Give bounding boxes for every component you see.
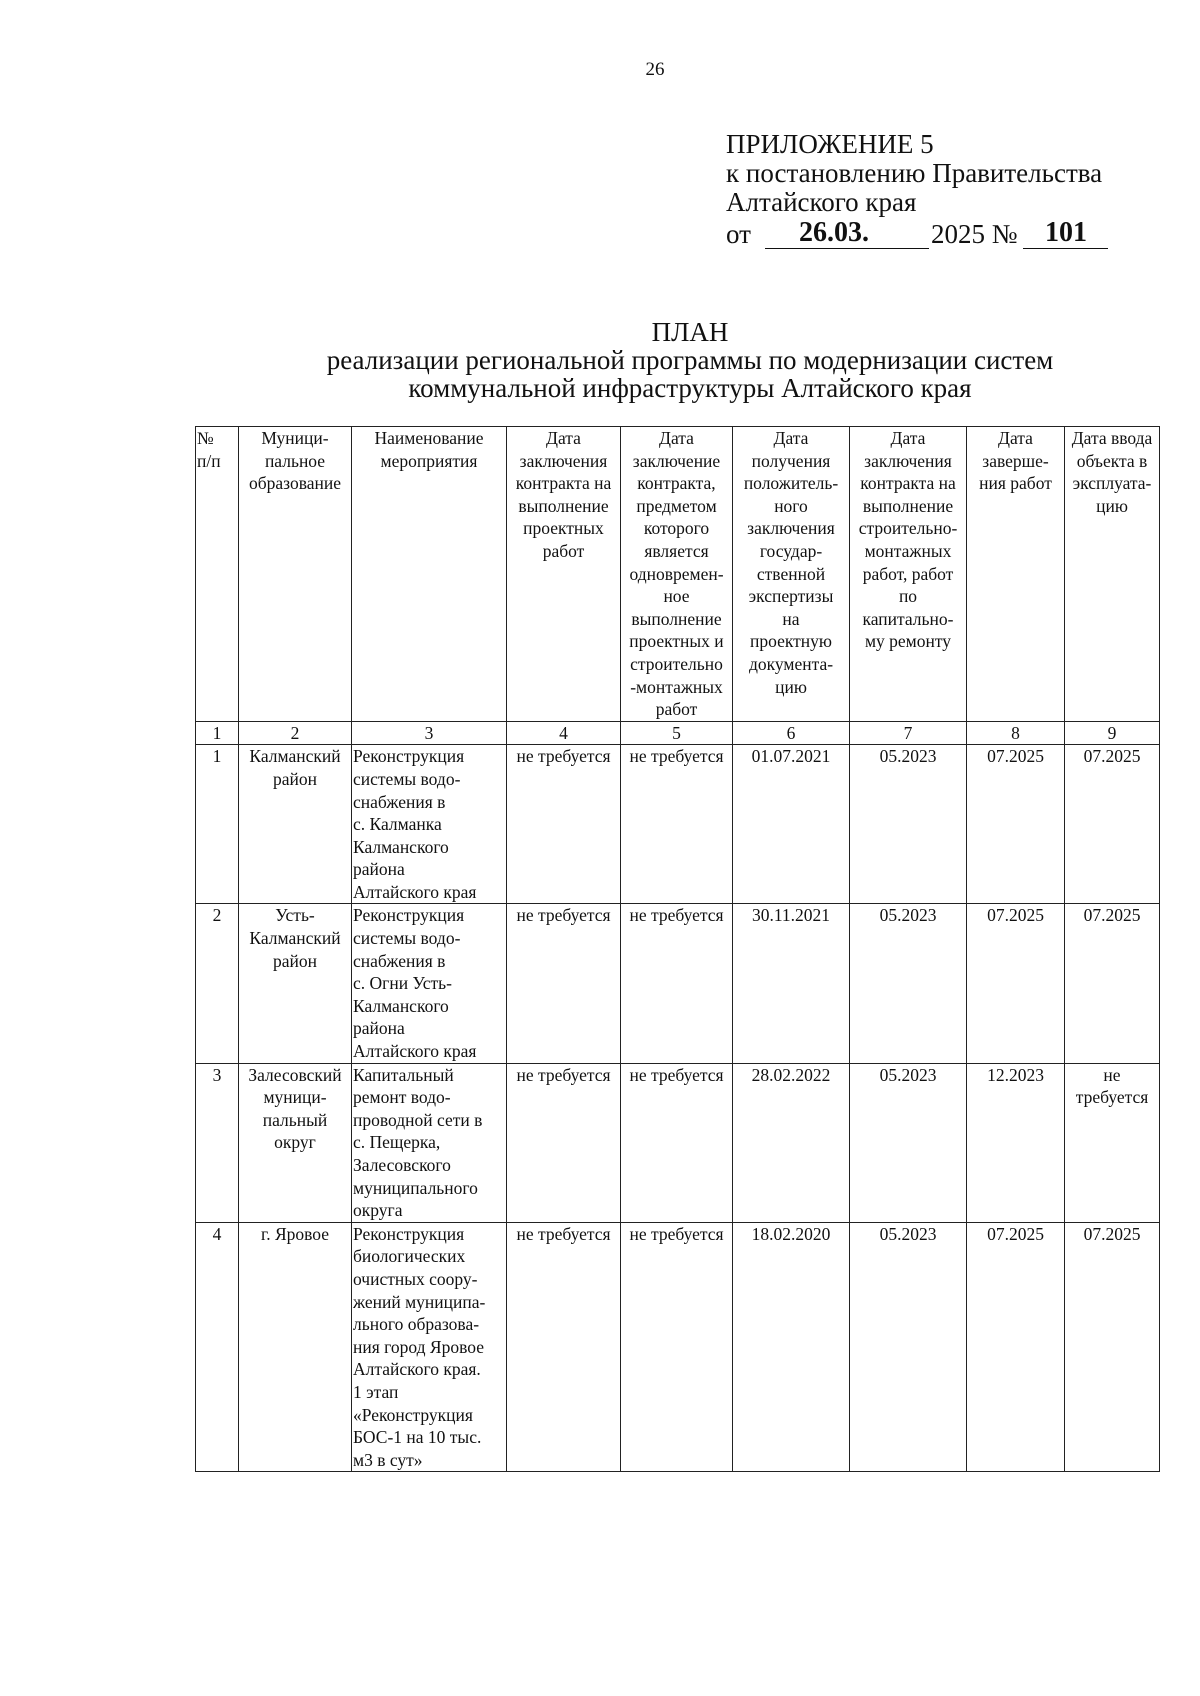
row-number-cell: 2	[196, 904, 239, 1063]
commissioning-date-cell: 07.2025	[1065, 904, 1160, 1063]
combined-contract-cell: не требуется	[621, 1222, 733, 1472]
plan-subtitle-2: коммунальной инфраструктуры Алтайского края	[408, 373, 972, 403]
from-label: от	[726, 219, 751, 249]
combined-contract-cell: не требуется	[621, 904, 733, 1063]
column-number: 6	[733, 721, 850, 745]
header-cell-commissioning: Дата ввода объекта в эксплуата- цию	[1065, 427, 1160, 722]
header-cell-event: Наименование мероприятия	[352, 427, 507, 722]
design-contract-cell: не требуется	[507, 745, 621, 904]
row-number-cell: 1	[196, 745, 239, 904]
table-header-row	[196, 427, 1160, 722]
commissioning-date-cell: не требуется	[1065, 1063, 1160, 1222]
table-row	[196, 745, 1160, 904]
row-number-cell: 3	[196, 1063, 239, 1222]
event-cell: Реконструкция биологических очистных соору- жений муниципа- льного образова- ния город Яровое Алтайского края. 1 этап «Реконструкция БОС-1 на 10 тыс. м3 в сут»	[352, 1222, 507, 1472]
construction-contract-cell: 05.2023	[850, 1063, 967, 1222]
table-row	[196, 904, 1160, 1063]
expertise-date-cell: 28.02.2022	[733, 1063, 850, 1222]
column-number: 2	[239, 721, 352, 745]
expertise-date-cell: 18.02.2020	[733, 1222, 850, 1472]
header-cell-completion: Дата заверше- ния работ	[967, 427, 1065, 722]
column-number: 7	[850, 721, 967, 745]
commissioning-date-cell: 07.2025	[1065, 1222, 1160, 1472]
document-heading	[300, 318, 1080, 402]
municipality-cell: Залесовский муници- пальный округ	[239, 1063, 352, 1222]
commissioning-date-cell: 07.2025	[1065, 745, 1160, 904]
header-cell-number: № п/п	[196, 427, 239, 722]
construction-contract-cell: 05.2023	[850, 904, 967, 1063]
design-contract-cell: не требуется	[507, 904, 621, 1063]
column-number: 9	[1065, 721, 1160, 745]
resolution-year-label: 2025 №	[930, 219, 1018, 249]
appendix-block	[726, 130, 1108, 249]
design-contract-cell: не требуется	[507, 1222, 621, 1472]
construction-contract-cell: 05.2023	[850, 1222, 967, 1472]
column-number: 4	[507, 721, 621, 745]
completion-date-cell: 07.2025	[967, 745, 1065, 904]
resolution-number: 101	[1023, 218, 1108, 249]
municipality-cell: г. Яровое	[239, 1222, 352, 1472]
column-number: 8	[967, 721, 1065, 745]
column-number-row	[196, 721, 1160, 745]
completion-date-cell: 07.2025	[967, 1222, 1065, 1472]
municipality-cell: Калманский район	[239, 745, 352, 904]
completion-date-cell: 07.2025	[967, 904, 1065, 1063]
combined-contract-cell: не требуется	[621, 1063, 733, 1222]
column-number: 5	[621, 721, 733, 745]
plan-table	[195, 426, 1160, 1472]
table-row	[196, 1222, 1160, 1472]
expertise-date-cell: 30.11.2021	[733, 904, 850, 1063]
column-number: 3	[352, 721, 507, 745]
plan-subtitle-1: реализации региональной программы по модернизации систем	[326, 345, 1054, 375]
header-cell-construction-contract: Дата заключения контракта на выполнение строительно- монтажных работ, работ по капитально- му ремонту	[850, 427, 967, 722]
construction-contract-cell: 05.2023	[850, 745, 967, 904]
completion-date-cell: 12.2023	[967, 1063, 1065, 1222]
page-number: 26	[645, 59, 665, 80]
column-number: 1	[196, 721, 239, 745]
event-cell: Реконструкция системы водо- снабжения в с. Калманка Калманского района Алтайского края	[352, 745, 507, 904]
combined-contract-cell: не требуется	[621, 745, 733, 904]
header-cell-expertise: Дата получения положитель- ного заключения государ- ственной экспертизы на проектную документа- цию	[733, 427, 850, 722]
event-cell: Капитальный ремонт водо- проводной сети в с. Пещерка, Залесовского муниципального округа	[352, 1063, 507, 1222]
expertise-date-cell: 01.07.2021	[733, 745, 850, 904]
design-contract-cell: не требуется	[507, 1063, 621, 1222]
resolution-date: 26.03.	[765, 218, 929, 249]
header-cell-design-contract: Дата заключения контракта на выполнение проектных работ	[507, 427, 621, 722]
row-number-cell: 4	[196, 1222, 239, 1472]
event-cell: Реконструкция системы водо- снабжения в с. Огни Усть- Калманского района Алтайского края	[352, 904, 507, 1063]
header-cell-municipality: Муници- пальное образование	[239, 427, 352, 722]
appendix-line-1: к постановлению Правительства	[726, 158, 1103, 188]
municipality-cell: Усть- Калманский район	[239, 904, 352, 1063]
plan-title: ПЛАН	[651, 317, 729, 347]
table-row	[196, 1063, 1160, 1222]
appendix-title: ПРИЛОЖЕНИЕ 5	[726, 129, 934, 159]
appendix-line-2: Алтайского края	[726, 187, 917, 217]
appendix-date-line	[726, 218, 1108, 249]
header-cell-combined-contract: Дата заключение контракта, предметом которого является одновремен- ное выполнение проектных и строительно -монтажных работ	[621, 427, 733, 722]
